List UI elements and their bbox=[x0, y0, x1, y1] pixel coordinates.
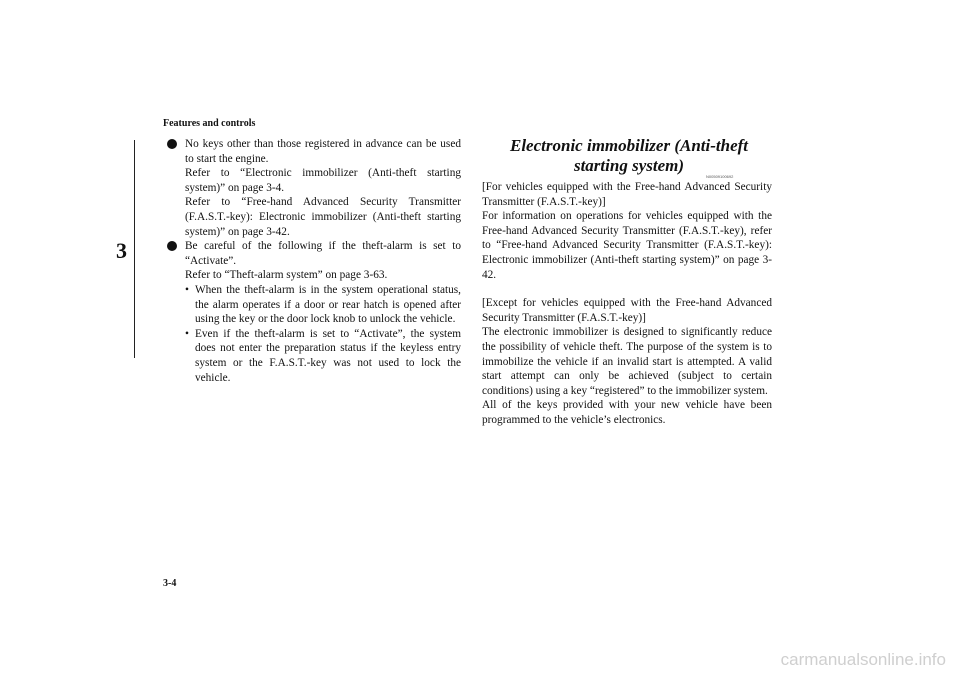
sub-bullet-text: Even if the theft-alarm is set to “Activate”, the system does not enter the preparation status if the keyless entry system or the F.A.S.T.-key was not used to lock the vehicle. bbox=[195, 327, 461, 384]
reference-text: Refer to “Free-hand Advanced Security Transmitter (F.A.S.T.-key): Electronic immobilizer (Anti-theft starting system)” on page 3-42. bbox=[185, 196, 461, 238]
sub-bullet-text: When the theft-alarm is in the system operational status, the alarm operates if a door or rear hatch is opened after using the key or the door lock knob to unlock the vehicle. bbox=[195, 283, 461, 326]
section-title: Electronic immobilizer (Anti-theft starting system) bbox=[510, 136, 748, 175]
document-code: N00509100692 bbox=[706, 174, 734, 179]
paragraph-text: [For vehicles equipped with the Free-hand Advanced Security Transmitter (F.A.S.T.-key)] bbox=[482, 181, 772, 208]
paragraph-text: For information on operations for vehicles equipped with the Free-hand Advanced Security Transmitter (F.A.S.T.-key), refer to “Free-hand Advanced Security Transmitter (F.A.S.T.-key): Electronic immobilizer (Anti-theft starting system)” on page 3-42. bbox=[482, 210, 772, 281]
page-number: 3-4 bbox=[163, 578, 177, 589]
left-column bbox=[163, 137, 461, 385]
sub-bullet-icon: • bbox=[185, 327, 189, 340]
reference-text: Refer to “Electronic immobilizer (Anti-theft starting system)” on page 3-4. bbox=[185, 167, 461, 194]
section-header: Features and controls bbox=[163, 118, 256, 129]
sub-bullet-item bbox=[185, 327, 461, 385]
paragraph-text: The electronic immobilizer is designed to significantly reduce the possibility of vehicle theft. The purpose of the system is to immobilize the vehicle if an invalid start is attempted. A valid start attempt can only be achieved (subject to certain conditions) using a key “registered” to the immobilizer system. bbox=[482, 326, 772, 397]
paragraph-text: [Except for vehicles equipped with the Free-hand Advanced Security Transmitter (F.A.S.T.-key)] bbox=[482, 297, 772, 324]
watermark: carmanualsonline.info bbox=[780, 650, 946, 669]
reference-text: Refer to “Theft-alarm system” on page 3-63. bbox=[185, 269, 388, 282]
bullet-item bbox=[163, 137, 461, 239]
bullet-text: Be careful of the following if the theft-alarm is set to “Activate”. bbox=[185, 240, 461, 267]
bullet-item bbox=[163, 239, 461, 385]
chapter-number: 3 bbox=[116, 238, 127, 263]
paragraph-gap bbox=[482, 282, 772, 296]
bullet-text: No keys other than those registered in advance can be used to start the engine. bbox=[185, 138, 461, 165]
right-column bbox=[482, 180, 772, 428]
sub-bullet-item bbox=[185, 283, 461, 327]
bullet-icon bbox=[167, 139, 177, 149]
bullet-icon bbox=[167, 241, 177, 251]
sub-bullet-icon: • bbox=[185, 283, 189, 296]
paragraph-text: All of the keys provided with your new vehicle have been programmed to the vehicle’s electronics. bbox=[482, 399, 772, 426]
